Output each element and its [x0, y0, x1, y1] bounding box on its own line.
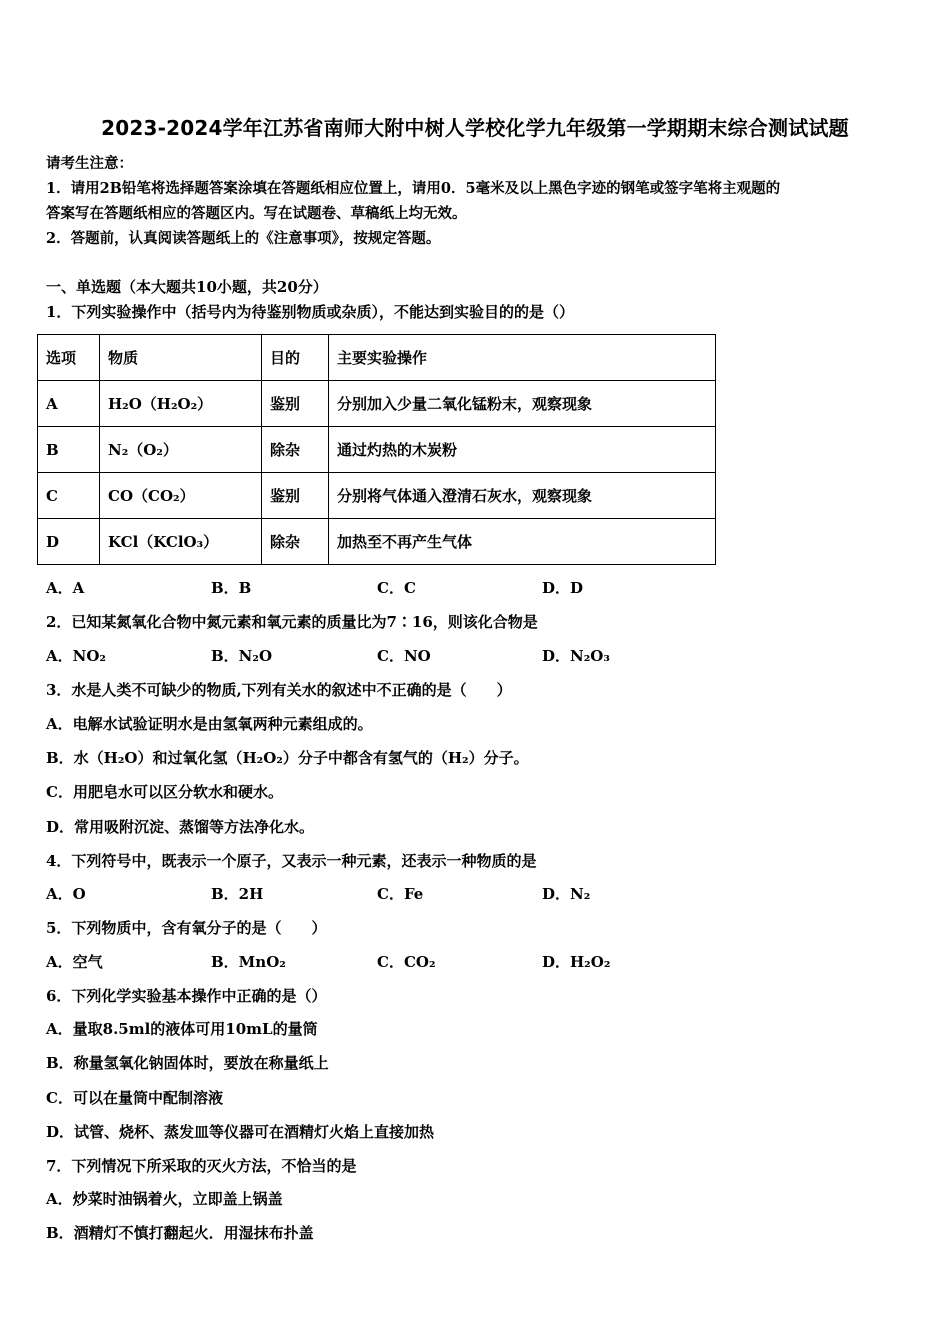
table-row	[38, 519, 716, 565]
q2-stem: 2．已知某氮氧化合物中氮元素和氧元素的质量比为7∶16，则该化合物是	[46, 613, 538, 631]
table-cell: 分别将气体通入澄清石灰水，观察现象	[329, 473, 716, 519]
table-cell: B	[38, 427, 100, 473]
q7-stem: 7．下列情况下所采取的灭火方法，不恰当的是	[46, 1157, 357, 1175]
q3-choice-b[interactable]: B．水（H₂O）和过氧化氢（H₂O₂）分子中都含有氢气的（H₂）分子。	[46, 749, 529, 767]
table-cell: A	[38, 381, 100, 427]
section-heading: 一、单选题（本大题共10小题，共20分）	[46, 278, 328, 296]
choice-b[interactable]: B．N₂O	[211, 647, 273, 665]
q6-choice-d[interactable]: D．试管、烧杯、蒸发皿等仪器可在酒精灯火焰上直接加热	[46, 1123, 435, 1141]
q4-stem: 4．下列符号中，既表示一个原子，又表示一种元素，还表示一种物质的是	[46, 852, 537, 870]
choice-a[interactable]: A．空气	[46, 953, 103, 971]
q1-stem: 1．下列实验操作中（括号内为待鉴别物质或杂质），不能达到实验目的的是（）	[46, 303, 574, 321]
table-row	[38, 427, 716, 473]
q3-choice-d[interactable]: D．常用吸附沉淀、蒸馏等方法净化水。	[46, 818, 315, 836]
q6-choice-b[interactable]: B．称量氢氧化钠固体时，要放在称量纸上	[46, 1054, 329, 1072]
table-header-cell: 选项	[38, 335, 100, 381]
table-header-cell: 物质	[100, 335, 262, 381]
table-cell: 除杂	[262, 427, 329, 473]
table-cell: N₂（O₂）	[100, 427, 262, 473]
notice-item-1a: 1．请用2B铅笔将选择题答案涂填在答题纸相应位置上，请用0．5毫米及以上黑色字迹的钢笔或签字笔将主观题的	[46, 180, 781, 197]
q3-choice-c[interactable]: C．用肥皂水可以区分软水和硬水。	[46, 783, 283, 801]
table-cell: KCl（KClO₃）	[100, 519, 262, 565]
choice-a[interactable]: A．A	[46, 579, 85, 597]
table-header-row	[38, 335, 716, 381]
choice-b[interactable]: B．2H	[211, 885, 264, 903]
choice-a[interactable]: A．NO₂	[46, 647, 106, 665]
table-row	[38, 381, 716, 427]
table-cell: 通过灼热的木炭粉	[329, 427, 716, 473]
table-row	[38, 473, 716, 519]
q7-choice-a[interactable]: A．炒菜时油锅着火，立即盖上锅盖	[46, 1190, 283, 1208]
table-cell: H₂O（H₂O₂）	[100, 381, 262, 427]
table-cell: 鉴别	[262, 381, 329, 427]
q1-table	[37, 334, 716, 565]
choice-c[interactable]: C．NO	[377, 647, 431, 665]
choice-d[interactable]: D．N₂O₃	[542, 647, 610, 665]
choice-b[interactable]: B．B	[211, 579, 252, 597]
q5-stem: 5．下列物质中，含有氧分子的是（ ）	[46, 919, 327, 937]
page-title: 2023-2024学年江苏省南师大附中树人学校化学九年级第一学期期末综合测试试题	[101, 116, 849, 140]
table-cell: C	[38, 473, 100, 519]
q6-choice-c[interactable]: C．可以在量筒中配制溶液	[46, 1089, 223, 1107]
q6-choice-a[interactable]: A．量取8.5ml的液体可用10mL的量筒	[46, 1020, 318, 1038]
notice-heading: 请考生注意：	[46, 155, 133, 172]
choice-c[interactable]: C．CO₂	[377, 953, 436, 971]
table-cell: 鉴别	[262, 473, 329, 519]
q3-choice-a[interactable]: A．电解水试验证明水是由氢氧两种元素组成的。	[46, 715, 373, 733]
choice-d[interactable]: D．H₂O₂	[542, 953, 611, 971]
table-header-cell: 目的	[262, 335, 329, 381]
notice-item-2: 2．答题前，认真阅读答题纸上的《注意事项》，按规定答题。	[46, 230, 441, 247]
table-cell: D	[38, 519, 100, 565]
table-header-cell: 主要实验操作	[329, 335, 716, 381]
choice-d[interactable]: D．N₂	[542, 885, 591, 903]
choice-d[interactable]: D．D	[542, 579, 584, 597]
choice-b[interactable]: B．MnO₂	[211, 953, 286, 971]
q7-choice-b[interactable]: B．酒精灯不慎打翻起火．用湿抹布扑盖	[46, 1224, 314, 1242]
notice-item-1b: 答案写在答题纸相应的答题区内。写在试题卷、草稿纸上均无效。	[46, 205, 467, 222]
q3-stem: 3．水是人类不可缺少的物质,下列有关水的叙述中不正确的是（ ）	[46, 681, 512, 699]
choice-c[interactable]: C．C	[377, 579, 416, 597]
choice-c[interactable]: C．Fe	[377, 885, 424, 903]
table-cell: 分别加入少量二氧化锰粉末，观察现象	[329, 381, 716, 427]
choice-a[interactable]: A．O	[46, 885, 86, 903]
q6-stem: 6．下列化学实验基本操作中正确的是（）	[46, 987, 327, 1005]
table-cell: CO（CO₂）	[100, 473, 262, 519]
table-cell: 除杂	[262, 519, 329, 565]
table-cell: 加热至不再产生气体	[329, 519, 716, 565]
